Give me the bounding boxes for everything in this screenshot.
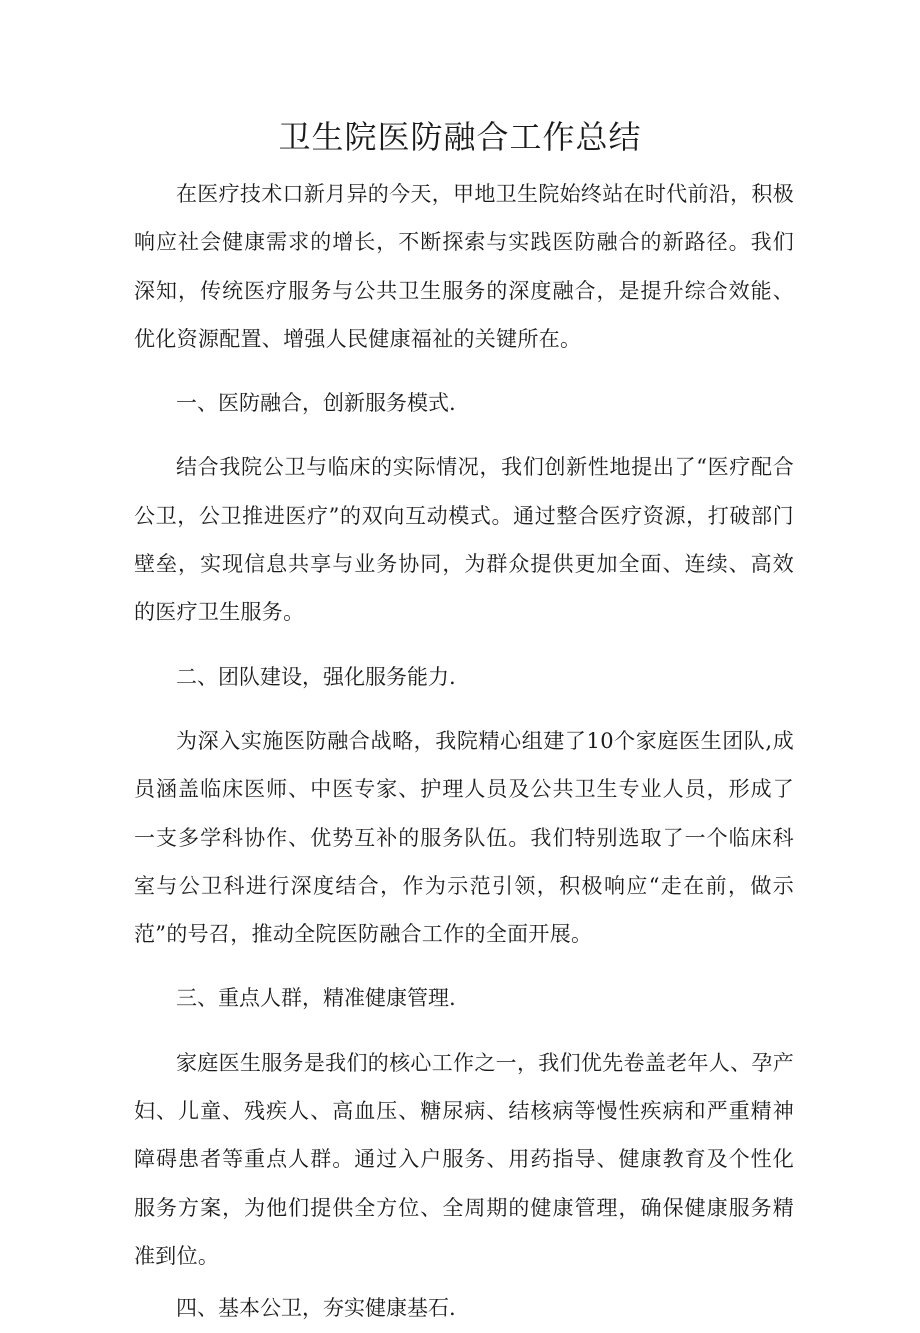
section-body-3: 家庭医生服务是我们的核心工作之一，我们优先卷盖老年人、孕产妇、儿童、残疾人、高血压、糖尿病、结核病等慢性疾病和严重精神障碍患者等重点人群。通过入户服务、用药指导、健康教育及个性化服务方案，为他们提供全方位、全周期的健康管理，确保健康服务精准到位。 (134, 1050, 794, 1268)
section-heading-1: 一、医防融合，创新服务模式. (176, 391, 456, 416)
document-title: 卫生院医防融合工作总结 (278, 118, 642, 156)
section-heading-4: 四、基本公卫，夯实健康基石. (176, 1296, 456, 1321)
section-body-2: 为深入实施医防融合战略，我院精心组建了10个家庭医生团队,成员涵盖临床医师、中医专家、护理人员及公共卫生专业人员，形成了一支多学科协作、优势互补的服务队伍。我们特别选取了一个临床科室与公卫科进行深度结合，作为示范引领，积极响应“走在前，做示范”的号召，推动全院医防融合工作的全面开展。 (134, 728, 794, 947)
section-heading-2: 二、团队建设，强化服务能力. (176, 664, 456, 689)
section-body-1: 结合我院公卫与临床的实际情况，我们创新性地提出了“医疗配合公卫，公卫推进医疗”的双向互动模式。通过整合医疗资源，打破部门壁垒，实现信息共享与业务协同，为群众提供更加全面、连续、高效的医疗卫生服务。 (134, 455, 794, 625)
section-heading-3: 三、重点人群，精准健康管理. (176, 986, 456, 1011)
document-body (134, 170, 794, 1333)
intro-paragraph: 在医疗技术口新月异的今天，甲地卫生院始终站在时代前沿，积极响应社会健康需求的增长，不断探索与实践医防融合的新路径。我们深知，传统医疗服务与公共卫生服务的深度融合，是提升综合效能、优化资源配置、增强人民健康福祉的关键所在。 (134, 182, 794, 351)
